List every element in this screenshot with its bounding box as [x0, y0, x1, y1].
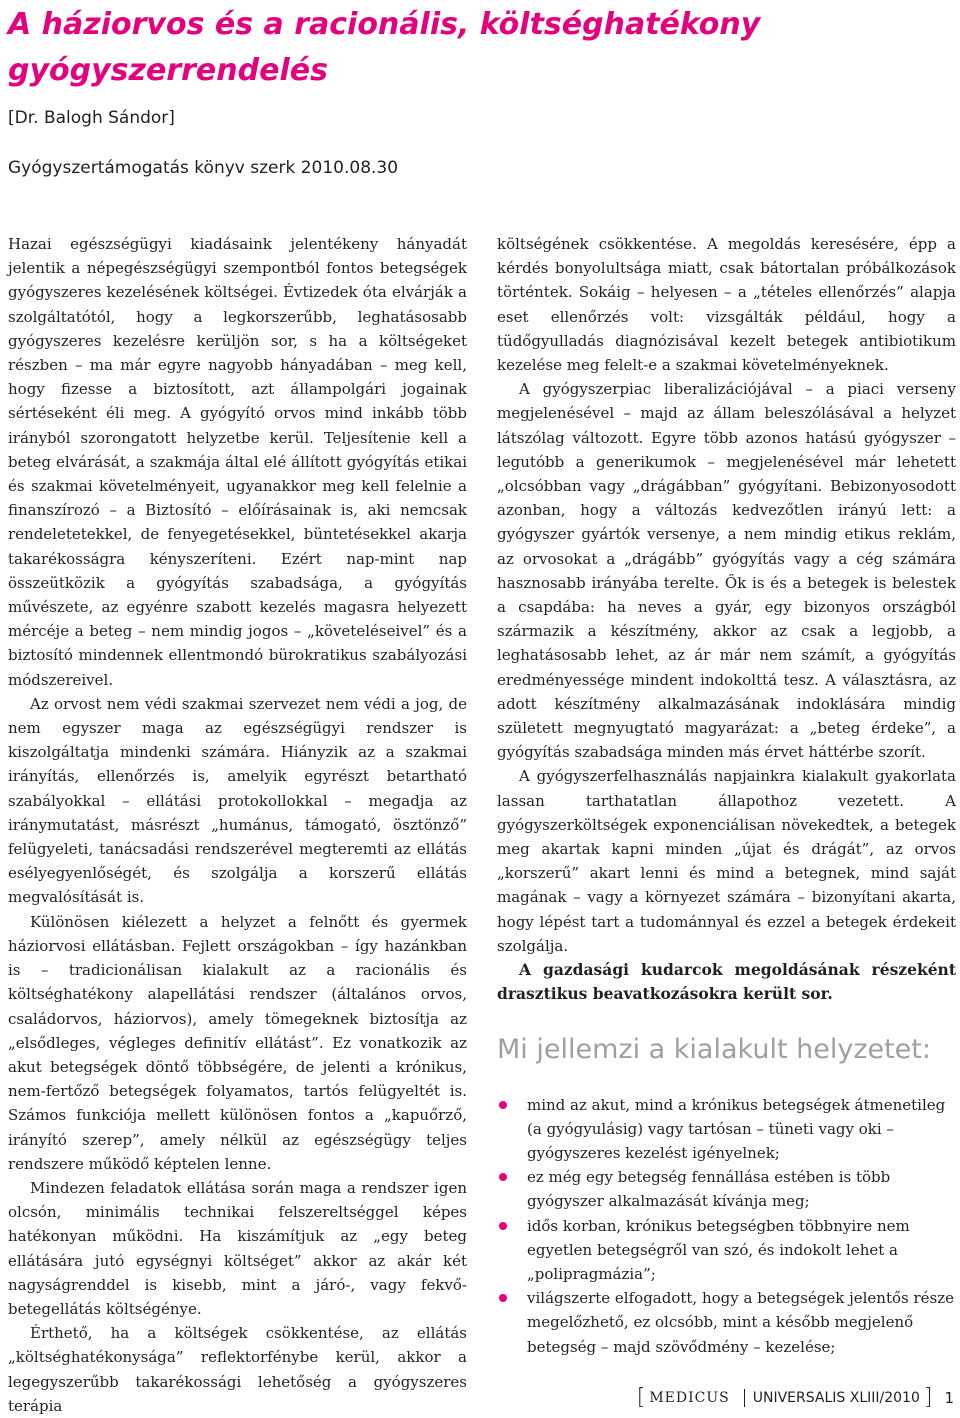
list-item-text: világszerte elfogadott, hogy a betegségek jelentős része megelőzhető, ez olcsóbb, mint a később megjelenő betegség – majd szövődmény – kezelése;: [527, 1289, 955, 1356]
list-item: [497, 1165, 956, 1213]
paragraph: Érthető, ha a költségek csökkentése, az ellátás „költséghatékonysága” reflektorfénybe kerül, akkor a legegyszerűbb takarékossági lehetőség a gyógyszeres terápia: [8, 1324, 467, 1415]
bullet-dot-icon: [499, 1101, 507, 1109]
right-column: [497, 232, 956, 1359]
bullet-dot-icon: [499, 1294, 507, 1302]
list-item-text: ez még egy betegség fennállása estében is több gyógyszer alkalmazását kívánja meg;: [527, 1168, 891, 1211]
paragraph: A gyógyszerfelhasználás napjainkra kialakult gyakorlata lassan tarthatatlan állapothoz vezetett. A gyógyszerköltségek exponenciálisan növekedtek, a betegek meg akartak kapni minden „újat és drágát”, az orvos „korszerű” akart lenni és mind a betegnek, mind saját magának – vagy a környezet számára – bizonyítani akarta, hogy lépést tart a tudománnyal és ezzel a betegek érdekeit szolgálja.: [497, 767, 956, 955]
journal-name: MEDICUS: [649, 1390, 730, 1406]
left-column: [8, 232, 467, 1418]
paragraph: Különösen kiélezett a helyzet a felnőtt és gyermek háziorvosi ellátásban. Fejlett országokban – így hazánkban is – tradicionálisan kialakult az a racionális és költséghatékony alapellátási rendszer (általános orvos, családorvos, háziorvos), amely tömegeknek biztosítja az „elsődleges, végleges definitív ellátást”. Ez vonatkozik az akut betegségek döntő többségére, de jelenti a krónikus, nem-fertőző betegségek folyamatos, tartós felügyeltét is. Számos funkciója mellett különösen fontos a „kapuőrző, irányító szerep”, amely nélkül az egészségügy teljes rendszere működő képtelen lenne.: [8, 912, 467, 1173]
paragraph: A gyógyszerpiac liberalizációjával – a piaci verseny megjelenésével – majd az állam beleszólásával a helyzet látszólag változott. Egyre több azonos hatású gyógyszer – legutóbb a generikumok – megjelenésével már lehetett „olcsóbban vagy „drágábban” gyógyítani. Bebizonyosodott azonban, hogy a változás kedvezőtlen irányú lett: a gyógyszer gyártók versenye, a nem mindig etikus reklám, az orvosokat a „drágább” gyógyítás vagy a cég számára hasznosabb irányába terelte. Ők is és a betegek is belestek a csapdába: ha neves a gyár, egy bizonyos országból származik a készítmény, akkor az csak a legjobb, a leghatásosabb lehet, az ár már nem számít, a gyógyítás eredményessége mindent indokolttá tesz. A választásra, az adott készítmény alkalmazásának indoklására mindig született megnyugtató magyarázat: a „beteg érdeke”, a gyógyítás szabadsága minden más érvet háttérbe szorít.: [497, 380, 956, 762]
list-item: [497, 1214, 956, 1287]
bold-lead-paragraph: A gazdasági kudarcok megoldásának részeként drasztikus beavatkozásokra került sor.: [497, 960, 956, 1004]
footer-divider: [744, 1389, 745, 1407]
section-heading: Mi jellemzi a kialakult helyzetet:: [497, 1033, 931, 1065]
paragraph: Az orvost nem védi szakmai szervezet nem védi a jog, de nem egyszer maga az egészségügyi rendszer is kiszolgáltatja mindenki számára. Hiányzik az a szakmai irányítás, ellenőrzés is, amelyik egyrészt betartható szabályokkal – ellátási protokollokkal – megadja az iránymutatást, másrészt „humánus, támogató, ösztönző” felügyeleti, tanácsadási rendszerével megteremti az ellátás esélyegyenlőségét, és szolgálja a korszerű ellátás megvalósítását is.: [8, 694, 467, 907]
footer-bracket-close: ]: [923, 1385, 933, 1410]
source-line: Gyógyszertámogatás könyv szerk 2010.08.30: [8, 158, 399, 178]
paragraph: költségének csökkentése. A megoldás keresésére, épp a kérdés bonyolultsága miatt, csak bátortalan próbálkozások történtek. Sokáig – helyesen – a „tételes ellenőrzés” alapja eset ellenőrzés volt: vizsgálták például, hogy a tüdőgyulladás diagnózisával kezelt betegek antibiotikum kezelése meg felelt-e a szakmai követelményeknek.: [497, 235, 956, 375]
journal-volume: UNIVERSALIS XLIII/2010: [752, 1390, 920, 1406]
author-line: [Dr. Balogh Sándor]: [8, 108, 175, 128]
page-number: 1: [944, 1389, 954, 1407]
article-title: A háziorvos és a racionális, költséghatékony gyógyszerrendelés: [8, 7, 761, 88]
paragraph: Mindezen feladatok ellátása során maga a rendszer igen olcsón, minimális technikai felszereltséggel képes hatékonyan működni. Ha kiszámítjuk az „egy beteg ellátására jutó egységnyi költséget” akkor az akár két nagyságrenddel is kisebb, mint a járó-, vagy fekvő-betegellátás költségénye.: [8, 1178, 467, 1318]
footer-bracket-open: [: [636, 1385, 646, 1410]
bullet-dot-icon: [499, 1173, 507, 1181]
list-item-text: idős korban, krónikus betegségben többnyire nem egyetlen betegségről van szó, és indokolt lehet a „polipragmázia”;: [527, 1216, 910, 1283]
list-item: [497, 1093, 956, 1166]
paragraph: Hazai egészségügyi kiadásaink jelentékeny hányadát jelentik a népegészségügyi szempontból fontos betegségek gyógyszeres kezelésének költségei. Évtizedek óta elvárják a szolgáltatótól, hogy a legkorszerűbb, leghatásosabb gyógyszeres kezelésre kerüljön sor, s ha a költségeket részben – ma már egyre nagyobb hányadában – meg kell, hogy fizesse a biztosított, azt állampolgári jogainak sértéseként éli meg. A gyógyító orvos mind inkább több irányból szorongatott helyzetbe kerül. Teljesítenie kell a beteg elvárását, a szakmája által elé állított gyógyítás etikai és szakmai követelményeit, ugyanakkor meg kell felelnie a finanszírozó – a Biztosító – előírásainak is, aki nemcsak rendeletetekkel, de fenyegetésekkel, büntetésekkel akarja takarékosságra kényszeríteni. Ezért nap-mint nap összeütközik a gyógyítás szabadsága, a gyógyítás művészete, az egyénre szabott kezelés magasra helyezett mércéje a beteg – nem mindig jogos – „követeléseivel” és a biztosító mindennek ellentmondó bürokratikus szabályozási módszereivel.: [8, 235, 467, 689]
bullet-list: [497, 1093, 956, 1359]
list-item: [497, 1286, 956, 1359]
page-footer: [636, 1385, 954, 1410]
list-item-text: mind az akut, mind a krónikus betegségek átmenetileg (a gyógyulásig) vagy tartósan – tüneti vagy oki – gyógyszeres kezelést igényelnek;: [527, 1095, 946, 1162]
bullet-dot-icon: [499, 1222, 507, 1230]
